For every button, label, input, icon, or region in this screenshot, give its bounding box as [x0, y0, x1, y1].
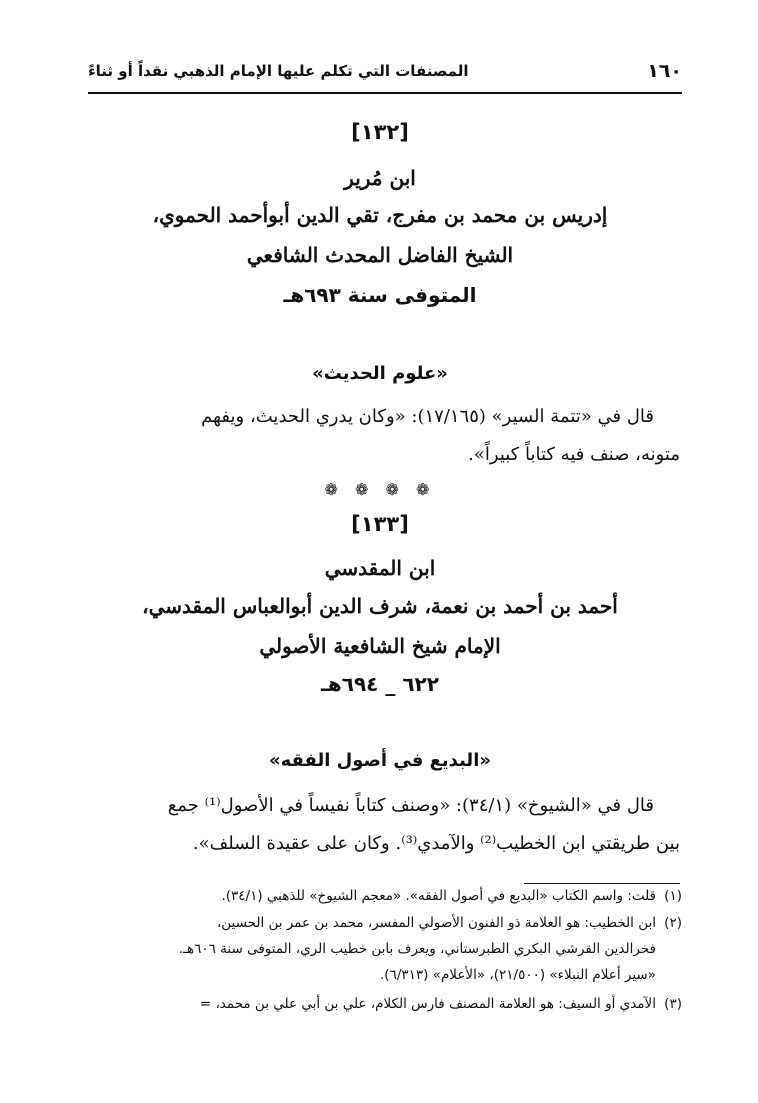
footnote-text: الآمدي أو السيف: هو العلامة المصنف فارس الكلام، علي بن أبي علي بن محمد، = — [199, 996, 656, 1012]
paragraph-line: متونه، صنف فيه كتاباً كبيراً». — [468, 444, 680, 465]
entry-nickname: ابن المقدسي — [324, 556, 436, 580]
page-header — [88, 52, 682, 94]
footnote — [200, 996, 682, 1012]
footnote-number: (١) — [664, 888, 682, 904]
entry-description: الإمام شيخ الشافعية الأصولي — [259, 634, 501, 658]
footnote-separator — [524, 883, 680, 884]
footnote-number: (٣) — [664, 996, 682, 1012]
paragraph-line: قال في «الشيوخ» (٣٤/١): «وصنف كتاباً نفيساً في الأصول⁽¹⁾ جمع — [167, 795, 654, 816]
footnote — [221, 888, 682, 904]
entry-dates: ٦٢٢ _ ٦٩٤هـ — [321, 672, 439, 696]
entry-paragraph — [86, 787, 680, 863]
running-title: المصنفات التي تكلم عليها الإمام الذهبي نقداً أو ثناءً — [88, 62, 469, 80]
entry-death-date: المتوفى سنة ٦٩٣هـ — [283, 283, 477, 307]
book-title: «علوم الحديث» — [312, 363, 448, 384]
entry-fullname: إدريس بن محمد بن مفرج، تقي الدين أبوأحمد الحموي، — [152, 203, 608, 227]
page-number: ١٦٠ — [647, 60, 682, 82]
entry-description: الشيخ الفاضل المحدث الشافعي — [246, 243, 514, 267]
entry-paragraph — [86, 398, 680, 474]
footnote-text: قلت: واسم الكتاب «البديع في أصول الفقه». «معجم الشيوخ» للذهبي (٣٤/١). — [221, 888, 656, 904]
footnote-number: (٢) — [664, 915, 682, 931]
footnote — [217, 915, 682, 931]
entry-nickname: ابن مُرير — [344, 166, 416, 190]
entry-fullname: أحمد بن أحمد بن نعمة، شرف الدين أبوالعباس المقدسي، — [142, 594, 618, 618]
entry-number: [١٣٢] — [351, 120, 409, 144]
paragraph-line: بين طريقتي ابن الخطيب⁽²⁾ والآمدي⁽³⁾. وكان على عقيدة السلف». — [192, 833, 680, 854]
paragraph-line: قال في «تتمة السير» (١٧/١٦٥): «وكان يدري الحديث، ويفهم — [201, 406, 654, 427]
section-separator-stars: ❁ ❁ ❁ ❁ — [324, 480, 436, 499]
footnote-text: ابن الخطيب: هو العلامة ذو الفنون الأصولي المفسر، محمد بن عمر بن الحسين، — [216, 915, 656, 931]
footnote-continuation: فخرالدين القرشي البكري الطبرستاني، ويعرف بابن خطيب الري، المتوفى سنة ٦٠٦هـ. — [178, 941, 656, 957]
footnote-continuation: «سير أعلام النبلاء» (٢١/٥٠٠)، «الأعلام» (٦/٣١٣). — [380, 967, 656, 983]
book-title: «البديع في أصول الفقه» — [268, 750, 491, 771]
entry-number: [١٣٣] — [351, 512, 409, 536]
